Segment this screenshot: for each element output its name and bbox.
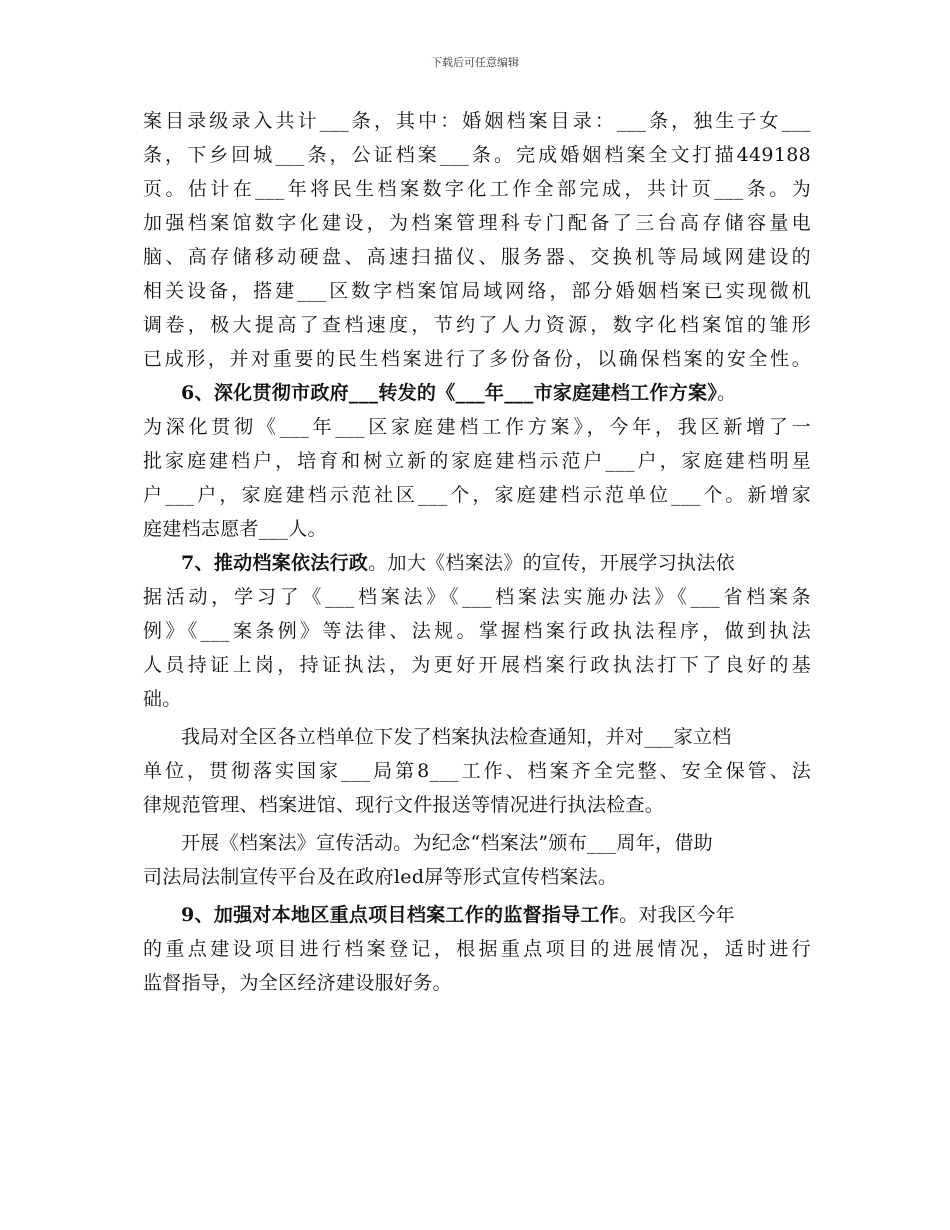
section-7-heading: 7、推动档案依法行政 bbox=[181, 552, 369, 574]
text-line: 条，下乡回城___条，公证档案___条。完成婚姻档案全文打描449188 bbox=[143, 144, 811, 166]
text-line: 开展《档案法》宣传活动。为纪念“档案法”颁布___周年，借助 bbox=[181, 832, 713, 854]
text-line: 已成形，并对重要的民生档案进行了多份备份，以确保档案的安全性。 bbox=[143, 348, 811, 370]
text-line: 的重点建设项目进行档案登记，根据重点项目的进展情况，适时进行 bbox=[143, 938, 811, 960]
section-9-heading: 9、加强对本地区重点项目档案工作的监督指导工作 bbox=[181, 904, 620, 926]
text-line: 户___户，家庭建档示范社区___个，家庭建档示范单位___个。新增家 bbox=[143, 484, 811, 506]
text-line: 相关设备，搭建___区数字档案馆局域网络，部分婚姻档案已实现微机 bbox=[143, 280, 811, 302]
text-line: 例》《___案条例》等法律、法规。掌握档案行政执法程序，做到执法 bbox=[143, 620, 811, 642]
section-6-heading: 6、深化贯彻市政府___转发的《___年___市家庭建档工作方案》 bbox=[181, 382, 718, 404]
section-7-first-line: 。加大《档案法》的宣传，开展学习执法依 bbox=[368, 552, 735, 574]
text-line: 加强档案馆数字化建设，为档案管理科专门配备了三台高存储容量电 bbox=[143, 212, 811, 234]
text-line: 庭建档志愿者___人。 bbox=[143, 518, 327, 540]
section-6-heading-line bbox=[143, 376, 811, 410]
section-9-heading-line bbox=[143, 898, 811, 932]
section-7-heading-line bbox=[143, 546, 811, 580]
text-line: 为深化贯彻《___年___区家庭建档工作方案》，今年，我区新增了一 bbox=[143, 416, 811, 438]
text-line: 据活动，学习了《___档案法》《___档案法实施办法》《___省档案条 bbox=[143, 586, 811, 608]
text-line: 批家庭建档户，培育和树立新的家庭建档示范户___户，家庭建档明星 bbox=[143, 450, 811, 472]
text-line: 脑、高存储移动硬盘、高速扫描仪、服务器、交换机等局域网建设的 bbox=[143, 246, 811, 268]
text-line: 页。估计在___年将民生档案数字化工作全部完成，共计页___条。为 bbox=[143, 178, 811, 200]
text-line: 础。 bbox=[143, 688, 182, 710]
section-6-heading-tail: 。 bbox=[717, 382, 737, 404]
document-body bbox=[143, 104, 811, 1000]
text-line: 我局对全区各立档单位下发了档案执法检查通知，并对___家立档 bbox=[181, 726, 732, 748]
text-line: 律规范管理、档案进馆、现行文件报送等情况进行执法检查。 bbox=[143, 794, 665, 816]
section-9-first-line: 。对我区今年 bbox=[619, 904, 735, 926]
text-line: 人员持证上岗，持证执法，为更好开展档案行政执法打下了良好的基 bbox=[143, 654, 811, 676]
text-line: 司法局法制宣传平台及在政府led屏等形式宣传档案法。 bbox=[143, 866, 618, 888]
text-line: 监督指导，为全区经济建设服好务。 bbox=[143, 972, 452, 994]
text-line: 单位，贯彻落实国家___局第8___工作、档案齐全完整、安全保管、法 bbox=[143, 760, 811, 782]
text-line: 案目录级录入共计___条，其中：婚姻档案目录：___条，独生子女___ bbox=[143, 110, 811, 132]
page-header: 下载后可任意编辑 bbox=[431, 56, 519, 69]
text-line: 调卷，极大提高了查档速度，节约了人力资源，数字化档案馆的雏形 bbox=[143, 314, 811, 336]
